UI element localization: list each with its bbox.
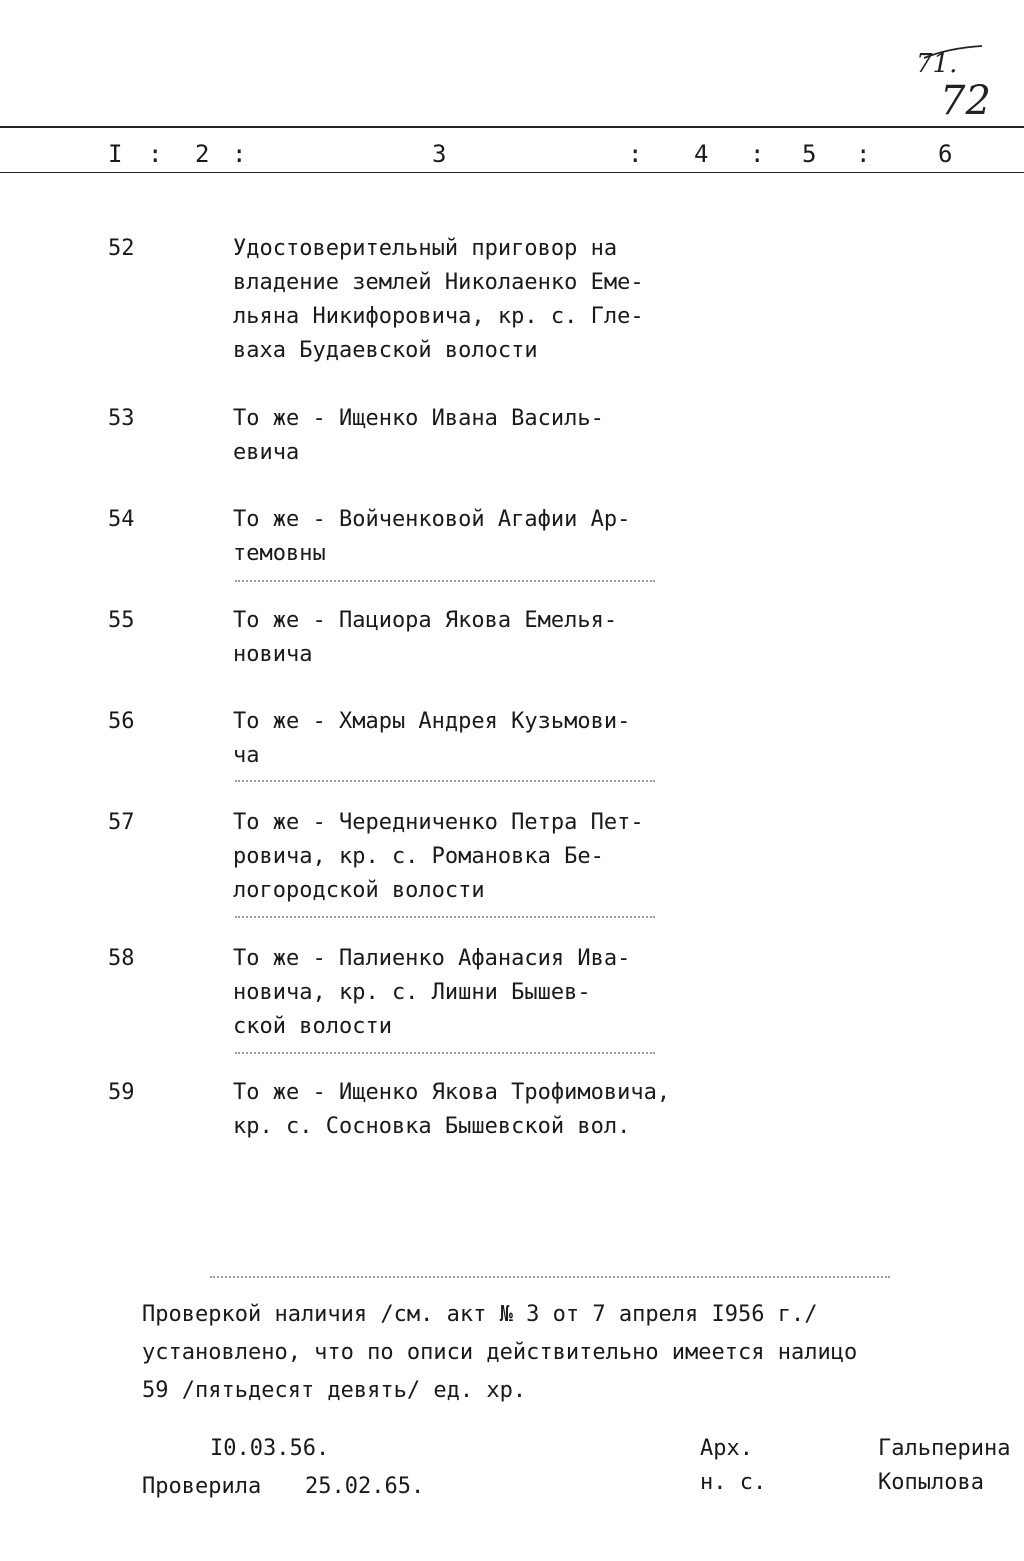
entry-description: То же - Пациора Якова Емелья- новича: [233, 608, 618, 667]
header-col-4: 4: [694, 140, 709, 168]
entry-divider: [235, 916, 655, 918]
header-col-2: 2: [195, 140, 210, 168]
entry-number: 59: [108, 1080, 135, 1105]
header-separator: :: [232, 140, 247, 168]
entry-description: Удостоверительный приговор на владение землей Николаенко Еме- льяна Никифоровича, кр. с. Гле- ваха Будаевской волости: [233, 236, 644, 363]
folio-old: 71.: [916, 49, 958, 79]
folio-handwriting: [904, 40, 994, 130]
head-name: Копылова: [878, 1470, 984, 1495]
archivist-name: Гальперина: [878, 1436, 1011, 1461]
header-col-1: I: [108, 140, 123, 168]
entry-divider: [235, 1052, 655, 1054]
archivist-label: Арх.: [700, 1436, 753, 1461]
header-separator: :: [628, 140, 643, 168]
header-col-5: 5: [802, 140, 817, 168]
section-divider: [210, 1276, 890, 1278]
entry-number: 54: [108, 507, 135, 532]
entry-divider: [235, 780, 655, 782]
entry-divider: [235, 580, 655, 582]
checked-date: 25.02.65.: [305, 1474, 425, 1499]
entry-description: То же - Палиенко Афанасия Ива- новича, кр. с. Лишни Бышев- ской волости: [233, 946, 631, 1039]
entry-number: 57: [108, 810, 135, 835]
header-rule-bottom: [0, 172, 1024, 173]
header-col-6: 6: [938, 140, 953, 168]
header-rule-top: [0, 126, 1024, 128]
verification-note: Проверкой наличия /см. акт № 3 от 7 апреля I956 г./ установлено, что по описи действительно имеется налицо 59 /пятьдесят девять/ ед. хр.: [142, 1302, 858, 1403]
entry-number: 58: [108, 946, 135, 971]
entry-description: То же - Ищенко Ивана Василь- евича: [233, 406, 604, 465]
header-separator: :: [856, 140, 871, 168]
folio-number: [904, 40, 994, 130]
folio-current: 72: [940, 78, 991, 124]
entry-description: То же - Хмары Андрея Кузьмови- ча: [233, 709, 631, 768]
entry-number: 55: [108, 608, 135, 633]
entry-description: То же - Ищенко Якова Трофимовича, кр. с. Сосновка Бышевской вол.: [233, 1080, 671, 1139]
entry-number: 56: [108, 709, 135, 734]
header-separator: :: [750, 140, 765, 168]
head-label: н. с.: [700, 1470, 767, 1495]
header-col-3: 3: [432, 140, 447, 168]
entry-description: То же - Войченковой Агафии Ар- темовны: [233, 507, 631, 566]
entry-number: 52: [108, 236, 135, 261]
entry-description: То же - Чередниченко Петра Пет- ровича, кр. с. Романовка Бе- логородской волости: [233, 810, 644, 903]
entry-number: 53: [108, 406, 135, 431]
checked-label: Проверила: [142, 1474, 262, 1499]
header-separator: :: [148, 140, 163, 168]
compilation-date: I0.03.56.: [210, 1436, 330, 1461]
